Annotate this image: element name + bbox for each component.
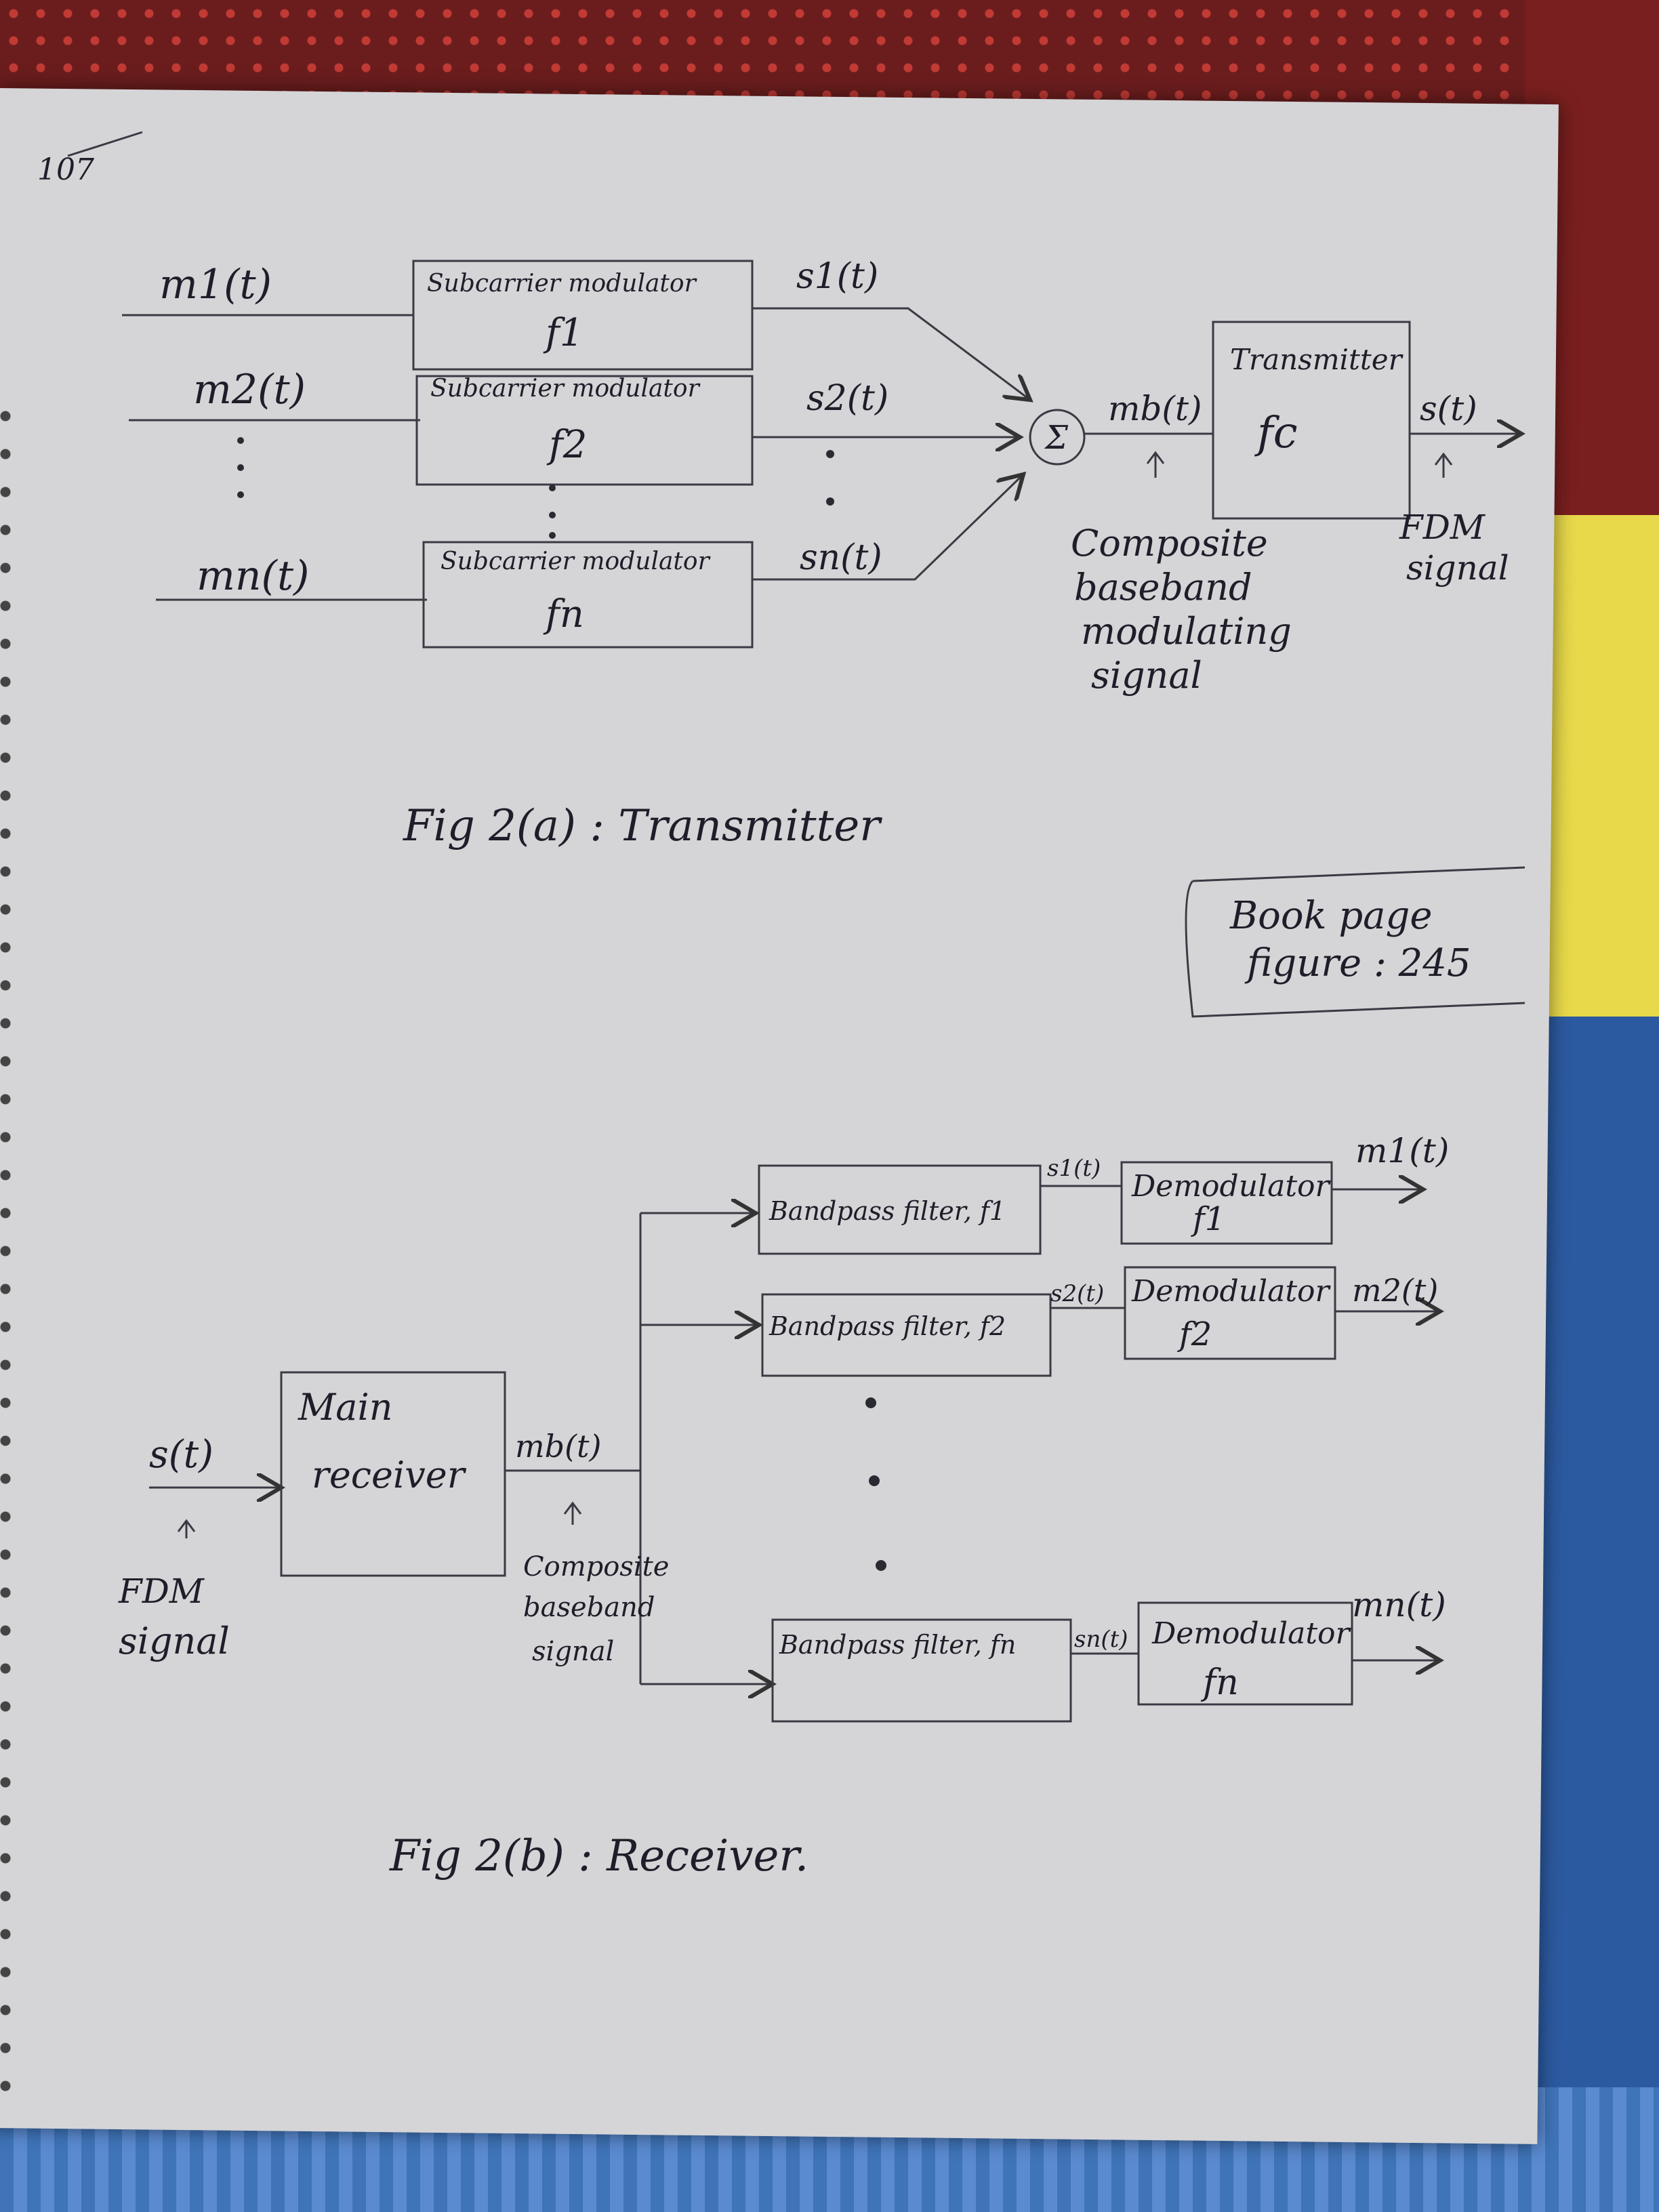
rx-fdm-arrow	[178, 1521, 194, 1538]
demodulator-n-label: Demodulator	[1152, 1616, 1350, 1651]
tx-input-n: mn(t)	[197, 552, 310, 600]
sum-symbol: Σ	[1045, 419, 1068, 457]
book-note-line2: figure : 245	[1247, 941, 1471, 985]
tx-s1-line	[752, 308, 1030, 400]
rx-composite-arrow	[565, 1503, 581, 1525]
bandpass-filter-1-label: Bandpass filter, f1	[769, 1196, 1006, 1226]
tx-output-sn: sn(t)	[800, 537, 882, 578]
demodulator-2-label: Demodulator	[1132, 1274, 1330, 1309]
modulator-2-label: Subcarrier modulator	[430, 375, 699, 403]
rx-fdm-text	[118, 1572, 230, 1662]
rx-sn-label: sn(t)	[1074, 1626, 1128, 1653]
rx-s2-label: s2(t)	[1050, 1280, 1105, 1307]
modulator-1-label: Subcarrier modulator	[427, 270, 696, 298]
rx-input-label: s(t)	[149, 1433, 213, 1477]
tx-output-s2: s2(t)	[806, 378, 889, 419]
tx-composite-arrow	[1147, 453, 1164, 478]
demodulator-1-freq: f1	[1193, 1200, 1226, 1238]
tx-composite-text	[1071, 522, 1292, 697]
modulator-2-freq: f2	[549, 423, 588, 467]
rx-output-m1: m1(t)	[1355, 1131, 1450, 1170]
modulator-n-label: Subcarrier modulator	[441, 548, 710, 575]
tx-mb-label: mb(t)	[1108, 389, 1202, 428]
rx-output-m2: m2(t)	[1352, 1272, 1439, 1309]
svg-text:signal: signal	[1406, 548, 1509, 588]
rx-output-mn: mn(t)	[1352, 1585, 1446, 1624]
tx-fdm-arrow	[1435, 454, 1452, 478]
book-note-line1: Book page	[1230, 894, 1433, 938]
tx-input-2: m2(t)	[193, 366, 306, 413]
demodulator-2-freq: f2	[1179, 1315, 1212, 1353]
tx-title: Transmitter	[1230, 343, 1402, 376]
rx-mb-label: mb(t)	[515, 1428, 602, 1465]
tx-output-s1: s1(t)	[796, 256, 879, 297]
svg-text:Composite: Composite	[1071, 522, 1268, 565]
svg-text:signal: signal	[532, 1636, 615, 1667]
svg-text:receiver: receiver	[312, 1454, 465, 1496]
modulator-1-freq: f1	[546, 311, 584, 355]
svg-text:Main: Main	[298, 1386, 393, 1429]
page-number: 107	[37, 152, 94, 187]
svg-text:baseband: baseband	[523, 1592, 655, 1623]
demodulator-1-label: Demodulator	[1132, 1169, 1330, 1204]
rx-composite-text	[523, 1551, 669, 1667]
svg-text:signal: signal	[1091, 654, 1202, 697]
bandpass-filter-2-label: Bandpass filter, f2	[769, 1311, 1006, 1341]
tx-carrier-freq: fc	[1257, 408, 1298, 458]
rx-caption: Fig 2(b) : Receiver.	[390, 1831, 809, 1881]
bandpass-filter-n-label: Bandpass filter, fn	[779, 1630, 1017, 1660]
tx-fdm-text	[1399, 508, 1509, 588]
modulator-n-freq: fn	[546, 592, 584, 636]
demodulator-n-freq: fn	[1203, 1662, 1239, 1703]
rx-s1-label: s1(t)	[1047, 1155, 1101, 1182]
svg-text:FDM: FDM	[1399, 508, 1485, 547]
main-receiver-label	[298, 1386, 467, 1496]
tx-output-label: s(t)	[1420, 389, 1477, 428]
svg-text:baseband: baseband	[1074, 566, 1252, 609]
tx-input-1: m1(t)	[159, 261, 272, 308]
tx-caption: Fig 2(a) : Transmitter	[403, 801, 880, 851]
svg-text:FDM: FDM	[119, 1572, 204, 1611]
tx-sn-line	[752, 474, 1023, 579]
svg-text:signal: signal	[119, 1620, 230, 1662]
svg-text:modulating: modulating	[1081, 610, 1292, 653]
svg-text:Composite: Composite	[523, 1551, 670, 1582]
